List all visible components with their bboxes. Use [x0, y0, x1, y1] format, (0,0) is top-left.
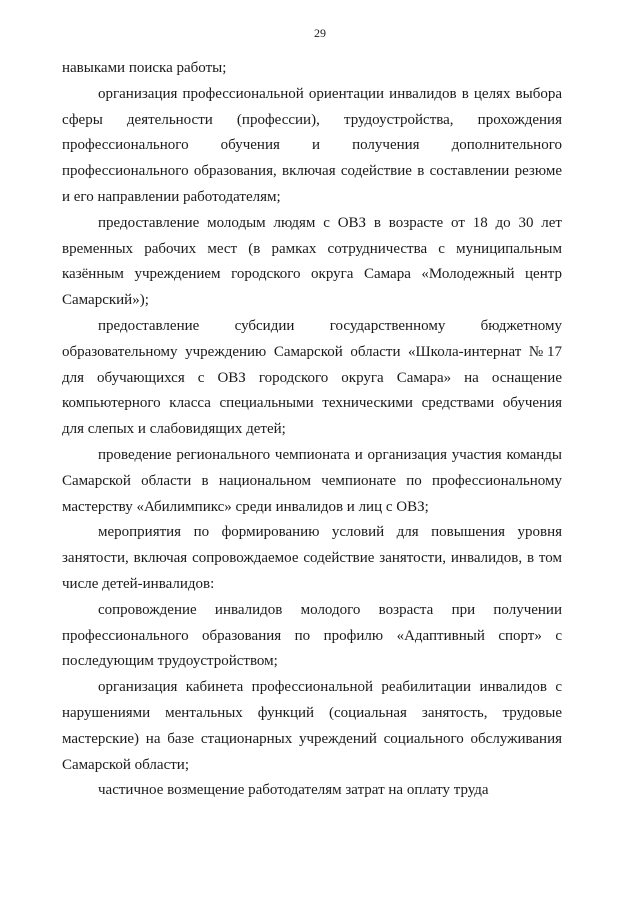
paragraph-adaptive-sport: сопровождение инвалидов молодого возраста при получении профессионального образования по профилю «Адаптивный спорт» с последующим трудоустройством;	[62, 601, 562, 670]
paragraph-employment-measures: мероприятия по формированию условий для повышения уровня занятости, включая сопровождаемое содействие занятости, инвалидов, в том числе детей-инвалидов:	[62, 524, 562, 592]
paragraph-continuation: навыками поиска работы;	[62, 60, 227, 76]
paragraph-career-guidance: организация профессиональной ориентации инвалидов в целях выбора сферы деятельности (профессии), трудоустройства, прохождения профессионального обучения и получения дополнительного профессионального образования, включая содействие в составлении резюме и его направлении работодателям;	[62, 85, 562, 205]
paragraph-abilympics: проведение регионального чемпионата и организация участия команды Самарской области в национальном чемпионате по профессиональному мастерству «Абилимпикс» среди инвалидов и лиц с ОВЗ;	[62, 446, 562, 515]
document-body	[62, 56, 562, 804]
paragraph-wage-compensation: частичное возмещение работодателям затрат на оплату труда	[98, 782, 489, 799]
page-number: 29	[314, 26, 326, 40]
paragraph-temporary-jobs: предоставление молодым людям с ОВЗ в возрасте от 18 до 30 лет временных рабочих мест (в рамках сотрудничества с муниципальным казённым учреждением городского округа Самара «Молодежный центр Самарский»);	[62, 214, 562, 309]
paragraph-subsidy: предоставление субсидии государственному бюджетному образовательному учреждению Самарской области «Школа-интернат №17 для обучающихся с ОВЗ городского округа Самара» на оснащение компьютерного класса специальными техническими средствами обучения для слепых и слабовидящих детей;	[62, 317, 562, 438]
paragraph-rehabilitation-office: организация кабинета профессиональной реабилитации инвалидов с нарушениями ментальных функций (социальная занятость, трудовые мастерские) на базе стационарных учреждений социального обслуживания Самарской области;	[62, 679, 562, 773]
